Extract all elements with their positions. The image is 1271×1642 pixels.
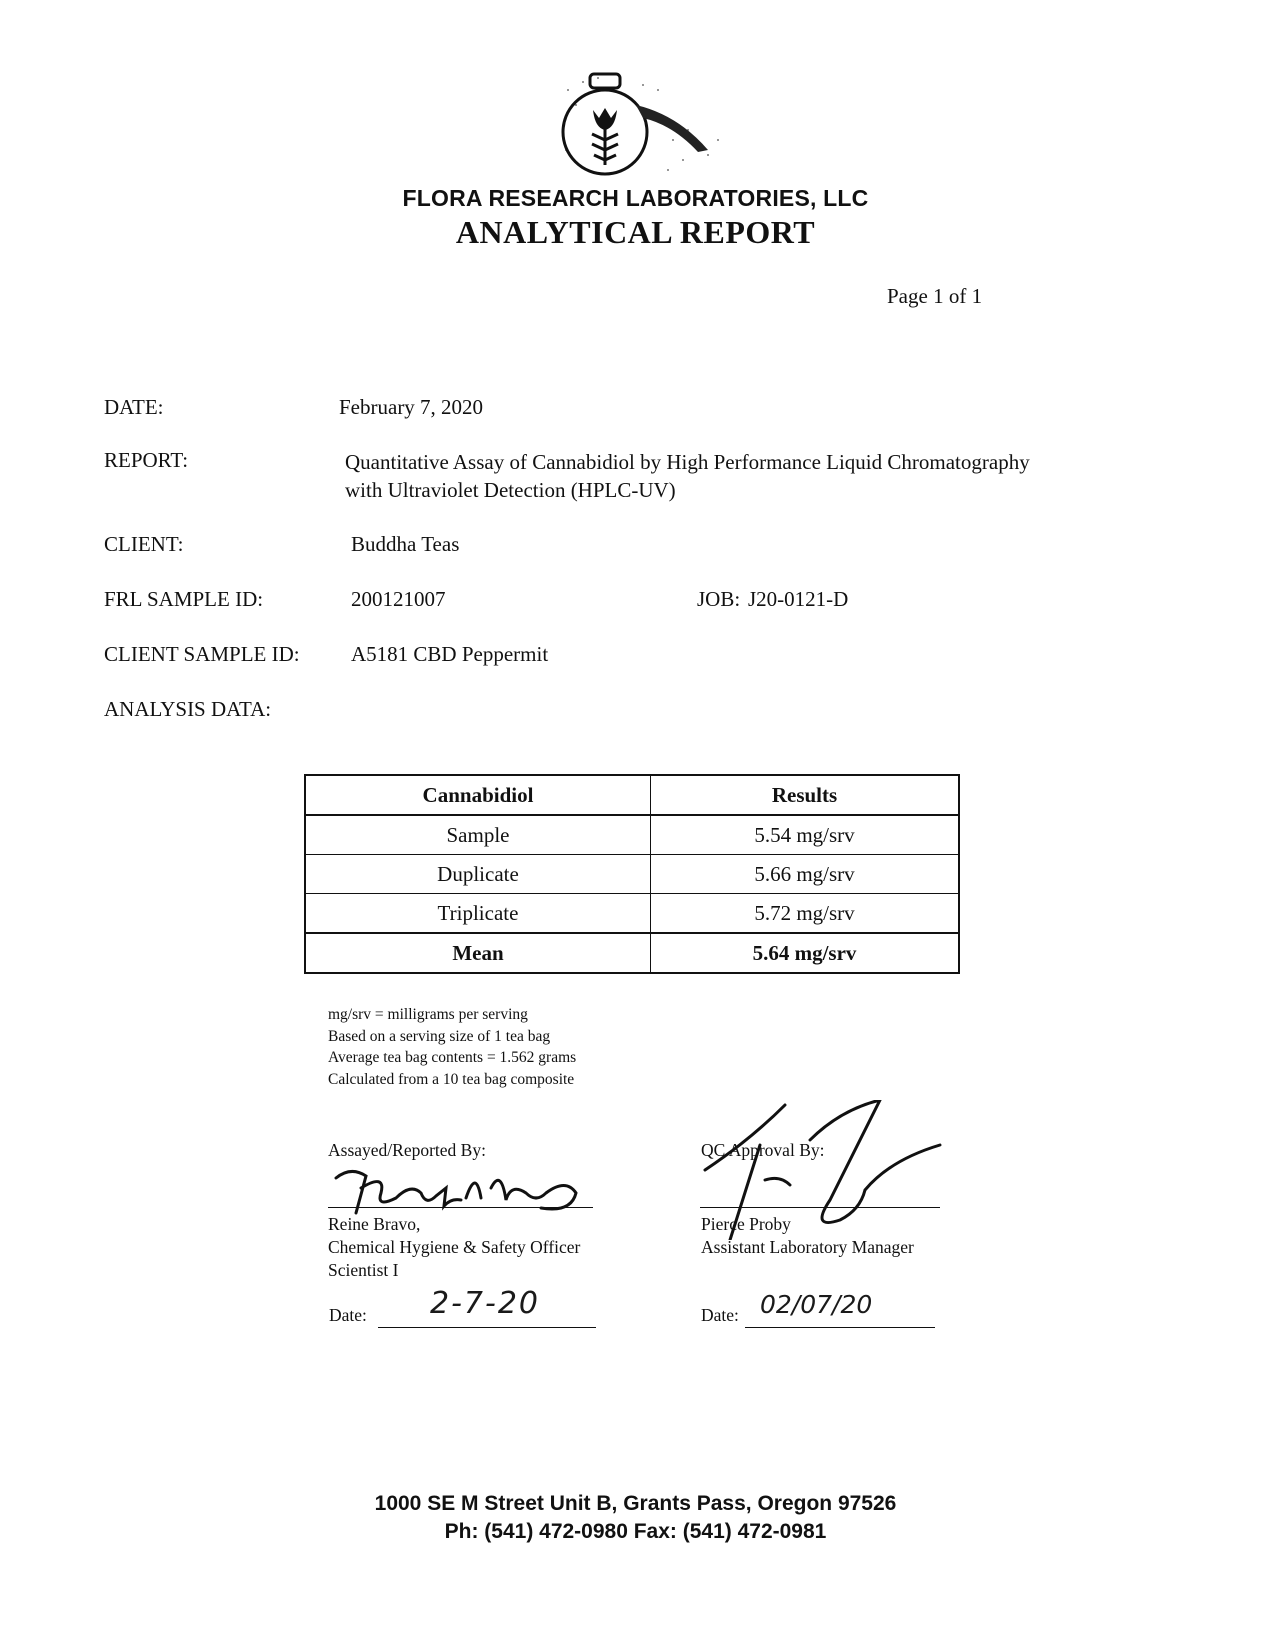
note-line: Calculated from a 10 tea bag composite xyxy=(328,1070,575,1088)
client-label: CLIENT: xyxy=(104,532,184,556)
table-header-results: Results xyxy=(651,775,960,815)
table-row xyxy=(305,815,959,855)
report-label: REPORT: xyxy=(104,448,189,472)
notes xyxy=(328,1004,576,1090)
table-row-mean xyxy=(305,933,959,973)
report-value-line2: with Ultraviolet Detection (HPLC-UV) xyxy=(345,478,676,502)
client-value: Buddha Teas xyxy=(351,532,460,556)
qc-approval-label: QC Approval By: xyxy=(701,1140,825,1160)
assayed-by-title2: Scientist I xyxy=(328,1260,399,1280)
date-value: February 7, 2020 xyxy=(339,395,484,419)
qc-approver-name: Pierce Proby xyxy=(701,1214,791,1234)
company-name: FLORA RESEARCH LABORATORIES, LLC xyxy=(402,185,869,211)
mean-result: 5.64 mg/srv xyxy=(651,933,960,973)
mean-label: Mean xyxy=(305,933,651,973)
date-label: DATE: xyxy=(104,395,164,419)
report-title: ANALYTICAL REPORT xyxy=(455,214,816,250)
table-row xyxy=(305,894,959,934)
assayed-date-label: Date: xyxy=(329,1305,367,1325)
footer-phone: Ph: (541) 472-0980 Fax: (541) 472-0981 xyxy=(444,1520,827,1543)
qc-date-line xyxy=(745,1327,935,1328)
flora-logo xyxy=(548,70,738,185)
assayed-date-line xyxy=(378,1327,596,1328)
assayed-date-value: 2-7-20 xyxy=(430,1286,540,1321)
table-row xyxy=(305,855,959,894)
row-label: Sample xyxy=(305,815,651,855)
qc-date-label: Date: xyxy=(701,1305,739,1325)
report-value-line1: Quantitative Assay of Cannabidiol by High Performance Liquid Chromatography xyxy=(345,450,1030,474)
footer-address: 1000 SE M Street Unit B, Grants Pass, Oregon 97526 xyxy=(374,1492,897,1515)
client-sample-id-value: A5181 CBD Peppermit xyxy=(351,642,549,666)
assayed-signature xyxy=(326,1158,596,1218)
qc-date-value: 02/07/20 xyxy=(760,1290,873,1319)
note-line: mg/srv = milligrams per serving xyxy=(328,1006,528,1023)
job-label: JOB: xyxy=(697,587,741,611)
report-value xyxy=(345,448,1145,504)
row-result: 5.54 mg/srv xyxy=(651,815,960,855)
row-label: Triplicate xyxy=(305,894,651,934)
row-label: Duplicate xyxy=(305,855,651,894)
row-result: 5.72 mg/srv xyxy=(651,894,960,934)
job-value: J20-0121-D xyxy=(748,587,849,611)
analysis-data-label: ANALYSIS DATA: xyxy=(104,697,272,721)
note-line: Based on a serving size of 1 tea bag xyxy=(328,1027,551,1045)
row-result: 5.66 mg/srv xyxy=(651,855,960,894)
qc-approver-title: Assistant Laboratory Manager xyxy=(701,1237,914,1257)
table-header-cannabidiol: Cannabidiol xyxy=(305,775,651,815)
assayed-by-label: Assayed/Reported By: xyxy=(328,1140,486,1160)
results-table xyxy=(304,774,960,974)
assayed-by-name: Reine Bravo, xyxy=(328,1214,421,1234)
assayed-signature-line xyxy=(328,1207,593,1208)
frl-sample-id-value: 200121007 xyxy=(351,587,446,611)
client-sample-id-label: CLIENT SAMPLE ID: xyxy=(104,642,300,666)
page-number: Page 1 of 1 xyxy=(887,284,983,308)
table-header-row xyxy=(305,775,959,815)
note-line: Average tea bag contents = 1.562 grams xyxy=(328,1049,577,1066)
qc-signature-line xyxy=(700,1207,940,1208)
frl-sample-id-label: FRL SAMPLE ID: xyxy=(104,587,264,611)
assayed-by-title: Chemical Hygiene & Safety Officer xyxy=(328,1237,581,1257)
